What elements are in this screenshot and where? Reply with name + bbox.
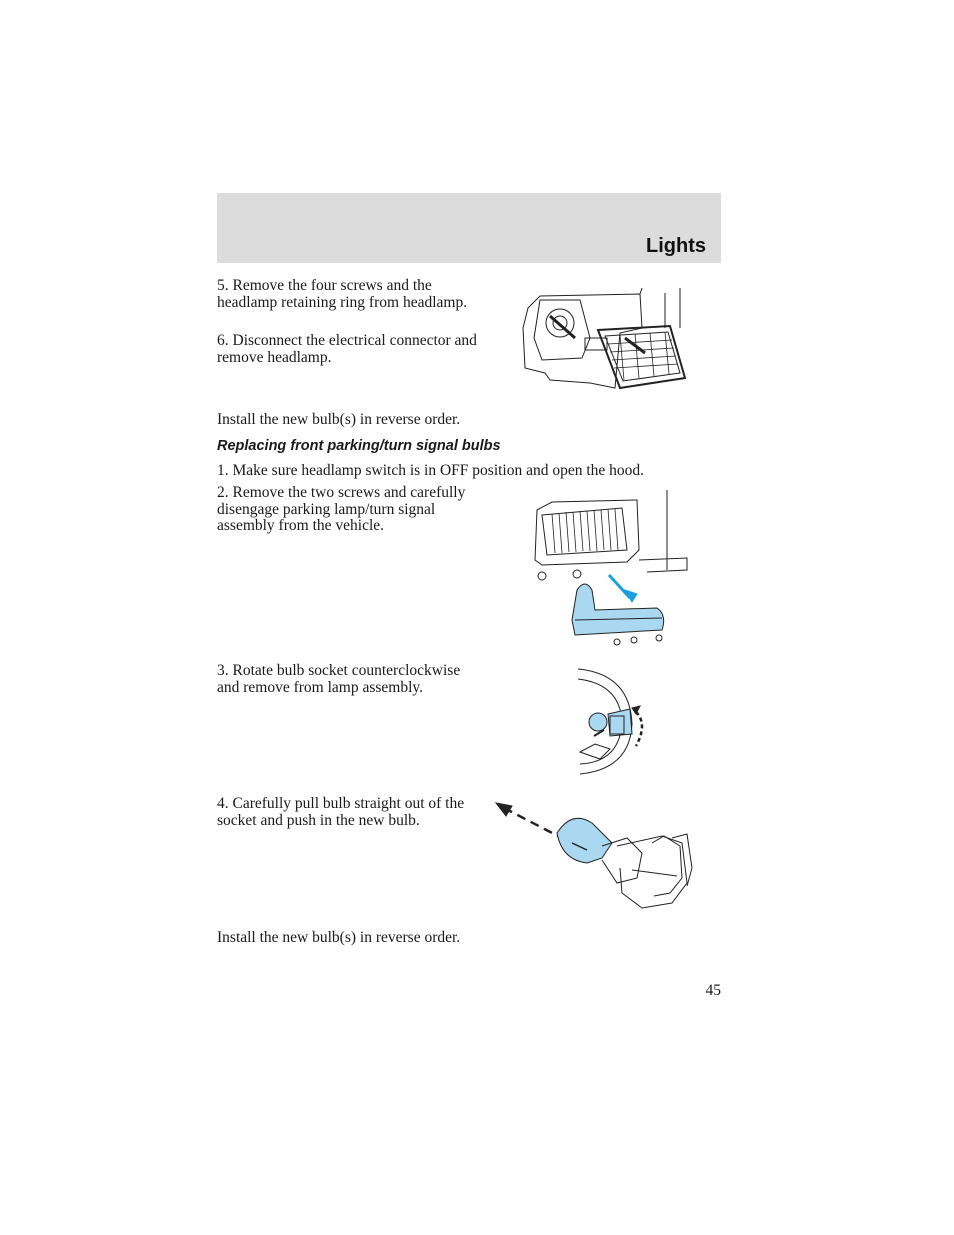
parking-lamp-assembly-illustration [527, 490, 692, 650]
bulb-pull-illustration [492, 798, 697, 913]
parking-step-2-text: 2. Remove the two screws and carefully disengage parking lamp/turn signal assembly from the vehicle. [217, 484, 466, 534]
section-title: Lights [646, 235, 706, 257]
page-number: 45 [705, 982, 721, 999]
headlamp-removal-illustration [520, 288, 690, 393]
install-note-2: Install the new bulb(s) in reverse order. [217, 929, 461, 946]
parking-step-1-text: 1. Make sure headlamp switch is in OFF position and open the hood. [217, 462, 645, 479]
step-6-text: 6. Disconnect the electrical connector and remove headlamp. [217, 332, 477, 366]
subheading: Replacing front parking/turn signal bulbs [217, 438, 501, 454]
parking-step-3-text: 3. Rotate bulb socket counterclockwise and remove from lamp assembly. [217, 662, 461, 696]
parking-step-4-text: 4. Carefully pull bulb straight out of the socket and push in the new bulb. [217, 795, 465, 829]
step-5-text: 5. Remove the four screws and the headlamp retaining ring from headlamp. [217, 277, 468, 311]
install-note-1: Install the new bulb(s) in reverse order. [217, 411, 461, 428]
bulb-socket-rotation-illustration [570, 664, 650, 779]
section-header-band [217, 193, 721, 263]
